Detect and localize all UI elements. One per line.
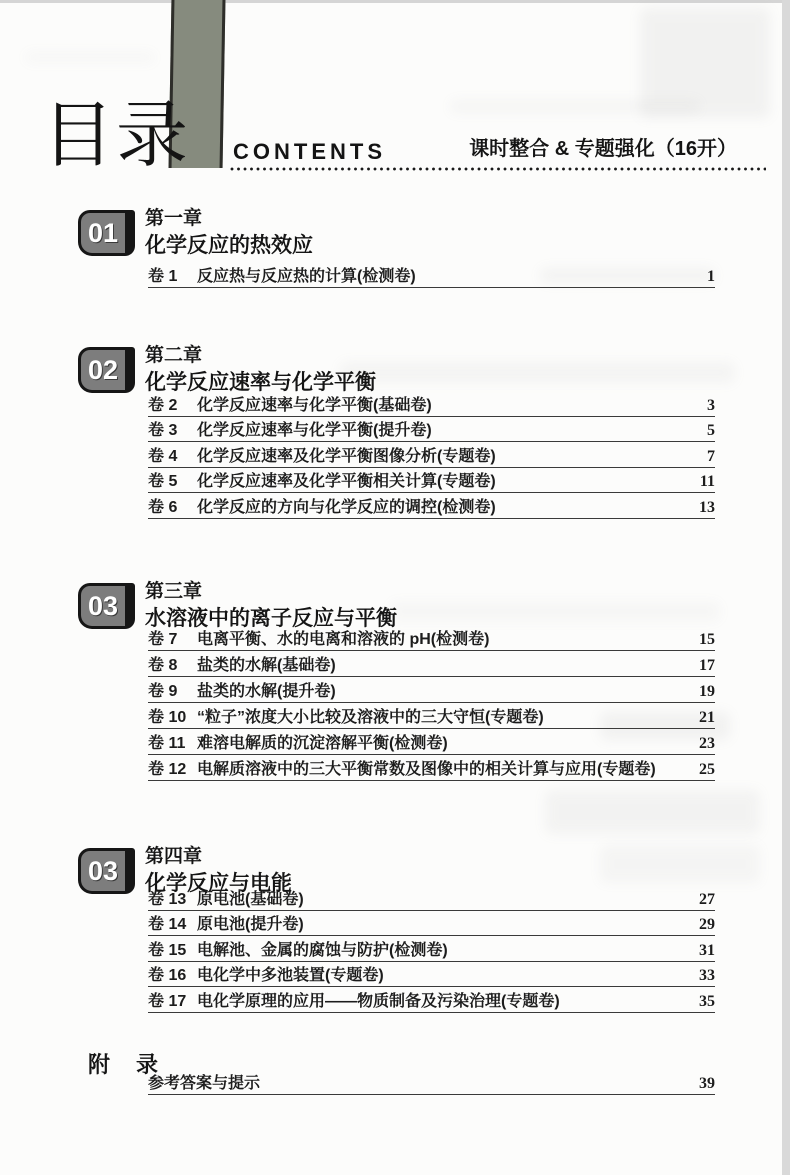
toc-row-title: 化学反应速率及化学平衡图像分析(专题卷) [197, 447, 496, 465]
appendix-label: 附 录 [88, 1052, 161, 1077]
page-showthrough-artifact [545, 790, 760, 834]
toc-rows [148, 625, 715, 781]
toc-row [148, 1069, 715, 1095]
toc-row-page: 5 [707, 422, 715, 439]
toc-row-title: 电化学原理的应用——物质制备及污染治理(专题卷) [197, 992, 560, 1010]
toc-row-page: 3 [707, 396, 715, 414]
toc-row-page: 15 [699, 631, 715, 648]
toc-row-page: 7 [707, 447, 715, 465]
toc-row-number: 卷 13 [148, 890, 187, 908]
toc-row-number: 卷 3 [148, 422, 178, 439]
chapter-title: 化学反应与电能 [145, 872, 292, 895]
toc-row-page: 11 [699, 473, 715, 490]
toc-row-page: 21 [699, 709, 715, 726]
toc-rows [148, 1069, 715, 1095]
chapter-label: 第四章 [145, 846, 203, 867]
toc-row [148, 677, 715, 703]
toc-row-number: 卷 4 [148, 447, 178, 465]
chapter-number-badge: 02 [78, 347, 135, 393]
toc-row [148, 703, 715, 729]
toc-row-title: 盐类的水解(提升卷) [197, 683, 336, 700]
toc-row-number: 卷 1 [148, 268, 178, 285]
toc-row-page: 13 [699, 498, 715, 516]
header-dotted-divider [230, 167, 766, 171]
toc-row-number: 卷 10 [148, 709, 187, 726]
toc-row-title: 电解质溶液中的三大平衡常数及图像中的相关计算与应用(专题卷) [197, 761, 656, 778]
toc-row-number: 卷 17 [148, 992, 187, 1010]
toc-row-number: 卷 12 [148, 761, 187, 778]
toc-row-title: 电离平衡、水的电离和溶液的 pH(检测卷) [197, 631, 490, 648]
toc-row-page: 29 [699, 916, 715, 933]
toc-row [148, 987, 715, 1013]
toc-row [148, 442, 715, 468]
toc-row-page: 33 [699, 967, 715, 984]
page-title: 目录 [42, 96, 191, 176]
toc-row [148, 391, 715, 417]
toc-row-title: 原电池(提升卷) [197, 916, 304, 933]
toc-row [148, 468, 715, 494]
toc-row-number: 卷 5 [148, 473, 178, 490]
toc-rows [148, 391, 715, 519]
toc-rows [148, 262, 715, 288]
chapter-heading [145, 206, 313, 260]
toc-row-title: 难溶电解质的沉淀溶解平衡(检测卷) [197, 735, 448, 752]
toc-row-page: 25 [699, 761, 715, 778]
toc-row [148, 262, 715, 288]
toc-row [148, 755, 715, 781]
toc-row-title: 电解池、金属的腐蚀与防护(检测卷) [197, 941, 448, 959]
toc-row [148, 625, 715, 651]
toc-row-page: 1 [707, 268, 715, 285]
chapter-label: 第三章 [145, 581, 203, 602]
page-showthrough-artifact [390, 602, 720, 621]
edition-note: 课时整合 & 专题强化（16开） [469, 138, 737, 160]
toc-row-number: 卷 8 [148, 657, 178, 674]
toc-row-number: 卷 16 [148, 967, 187, 984]
page-showthrough-artifact [25, 52, 155, 63]
toc-row-title: 原电池(基础卷) [197, 890, 304, 908]
toc-row-title: 参考答案与提示 [148, 1075, 261, 1092]
page-title-english: CONTENTS [233, 139, 386, 164]
toc-rows [148, 885, 715, 1013]
toc-row-page: 31 [699, 941, 715, 959]
chapter-title: 化学反应的热效应 [145, 234, 313, 257]
toc-row [148, 936, 715, 962]
toc-row-number: 卷 14 [148, 916, 187, 933]
chapter-title: 水溶液中的离子反应与平衡 [145, 607, 397, 630]
toc-row [148, 885, 715, 911]
toc-row-title: “粒子”浓度大小比较及溶液中的三大守恒(专题卷) [197, 709, 544, 726]
toc-row-page: 39 [699, 1075, 715, 1092]
toc-row-page: 23 [699, 735, 715, 752]
toc-row-title: 反应热与反应热的计算(检测卷) [197, 268, 416, 285]
chapter-heading [145, 343, 376, 397]
toc-row-page: 19 [699, 683, 715, 700]
toc-row-title: 化学反应速率与化学平衡(提升卷) [197, 422, 432, 439]
chapter-title: 化学反应速率与化学平衡 [145, 371, 376, 394]
toc-row-page: 17 [699, 657, 715, 674]
toc-row-page: 35 [699, 992, 715, 1010]
chapter-label: 第一章 [145, 208, 203, 229]
chapter-number-badge: 01 [78, 210, 135, 256]
toc-row [148, 651, 715, 677]
toc-row-number: 卷 11 [148, 735, 186, 752]
toc-row [148, 493, 715, 519]
scan-edge-right [782, 0, 790, 1175]
toc-row-title: 盐类的水解(基础卷) [197, 657, 336, 674]
toc-row-title: 化学反应速率及化学平衡相关计算(专题卷) [197, 473, 496, 490]
chapter-number-badge: 03 [78, 583, 135, 629]
chapter-number-badge: 03 [78, 848, 135, 894]
toc-row [148, 417, 715, 443]
toc-row-number: 卷 6 [148, 498, 178, 516]
page-showthrough-artifact [450, 100, 700, 113]
page-showthrough-artifact [340, 362, 735, 383]
toc-row [148, 911, 715, 937]
toc-row-number: 卷 2 [148, 396, 178, 414]
toc-row-title: 化学反应的方向与化学反应的调控(检测卷) [197, 498, 496, 516]
toc-row-number: 卷 15 [148, 941, 187, 959]
toc-row [148, 729, 715, 755]
toc-row-number: 卷 7 [148, 631, 178, 648]
toc-row-title: 电化学中多池装置(专题卷) [197, 967, 384, 984]
scan-edge-top [0, 0, 790, 3]
page-showthrough-artifact [600, 845, 760, 883]
toc-row-number: 卷 9 [148, 683, 178, 700]
chapter-label: 第二章 [145, 345, 203, 366]
toc-row-title: 化学反应速率与化学平衡(基础卷) [197, 396, 432, 414]
toc-row-page: 27 [699, 890, 715, 908]
toc-row [148, 962, 715, 988]
